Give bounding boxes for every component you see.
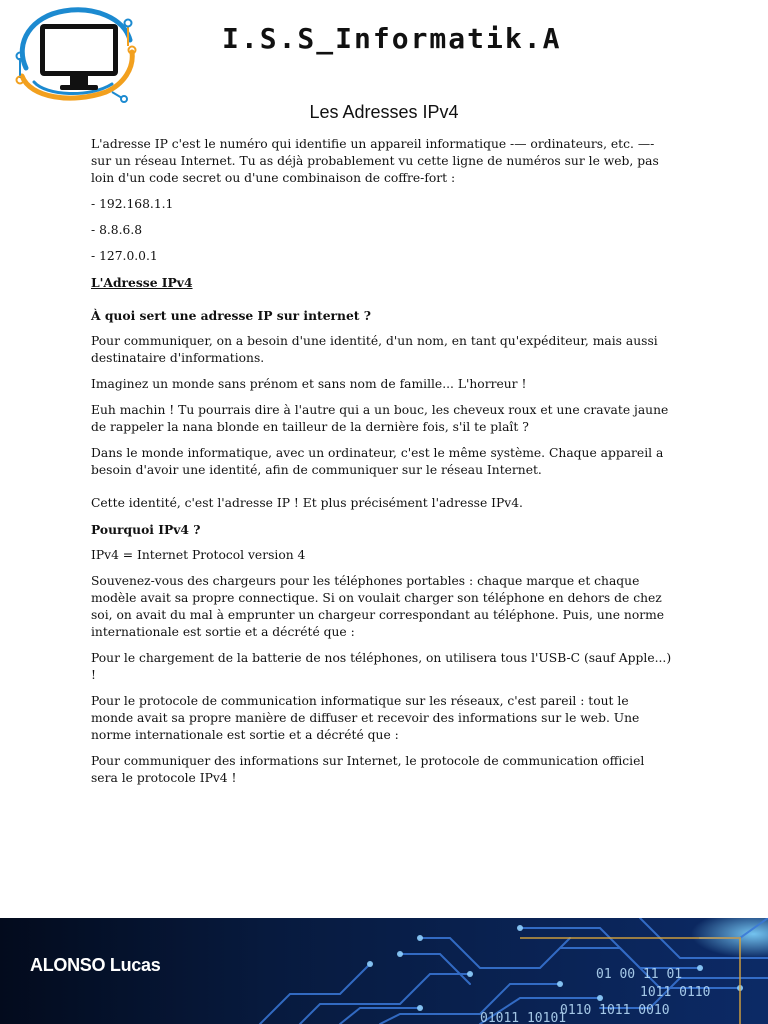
- ip-example: - 192.168.1.1: [91, 197, 174, 211]
- paragraph: IPv4 = Internet Protocol version 4: [91, 548, 306, 562]
- question-heading: Pourquoi IPv4 ?: [91, 522, 201, 537]
- paragraph: Imaginez un monde sans prénom et sans nom de famille... L'horreur !: [91, 377, 527, 391]
- ip-example: - 8.8.6.8: [91, 223, 143, 237]
- page-footer: [0, 918, 768, 1024]
- binary-text: 01011 10101: [480, 1011, 567, 1024]
- paragraph: Pour communiquer, on a besoin d'une identité, d'un nom, en tant qu'expéditeur, mais aussi destinataire d'informations.: [91, 334, 658, 365]
- paragraph: Euh machin ! Tu pourrais dire à l'autre qui a un bouc, les cheveux roux et une cravate jaune de rappeler la nana blonde en tailleur de la dernière fois, s'il te plaît ?: [91, 403, 669, 434]
- author-name: ALONSO Lucas: [30, 955, 161, 975]
- paragraph: L'adresse IP c'est le numéro qui identifie un appareil informatique -— ordinateurs, etc. —- sur un réseau Internet. Tu as déjà probablement vu cette ligne de numéros sur le web, pas loin d'un code secret ou d'une combinaison de coffre-fort :: [91, 137, 659, 185]
- paragraph: Cette identité, c'est l'adresse IP ! Et plus précisément l'adresse IPv4.: [91, 496, 523, 510]
- paragraph: Souvenez-vous des chargeurs pour les téléphones portables : chaque marque et chaque modèle avait sa propre connectique. Si on voulait charger son téléphone en dehors de chez soi, on avait du mal à emprunter un chargeur correspondant au téléphone. Puis, une norme internationale est sortie et a décrété que :: [91, 574, 665, 639]
- paragraph: Pour communiquer des informations sur Internet, le protocole de communication officiel sera le protocole IPv4 !: [91, 754, 645, 785]
- section-heading: L'Adresse IPv4: [91, 275, 193, 290]
- page-header: [0, 0, 768, 110]
- binary-text: 1011 0110: [640, 985, 711, 1000]
- paragraph: Pour le protocole de communication informatique sur les réseaux, c'est pareil : tout le monde avait sa propre manière de diffuser et recevoir des informations sur le web. Une norme internationale est sortie et a décrété que :: [91, 694, 640, 742]
- paragraph: Pour le chargement de la batterie de nos téléphones, on utilisera tous l'USB-C (sauf Apple...) !: [91, 651, 672, 682]
- question-heading: À quoi sert une adresse IP sur internet ?: [91, 308, 371, 323]
- binary-text: 0110 1011 0010: [560, 1003, 670, 1018]
- paragraph: Dans le monde informatique, avec un ordinateur, c'est le même système. Chaque appareil a besoin d'avoir une identité, afin de communiquer sur le réseau Internet.: [91, 446, 664, 477]
- ip-example: - 127.0.0.1: [91, 249, 158, 263]
- document-title: Les Adresses IPv4: [309, 102, 459, 122]
- site-title: I.S.S_Informatik.A: [222, 22, 562, 55]
- computer-monitor-logo-icon: [12, 6, 138, 104]
- document-body: [91, 136, 673, 796]
- binary-text: 01 00 11 01: [596, 967, 683, 982]
